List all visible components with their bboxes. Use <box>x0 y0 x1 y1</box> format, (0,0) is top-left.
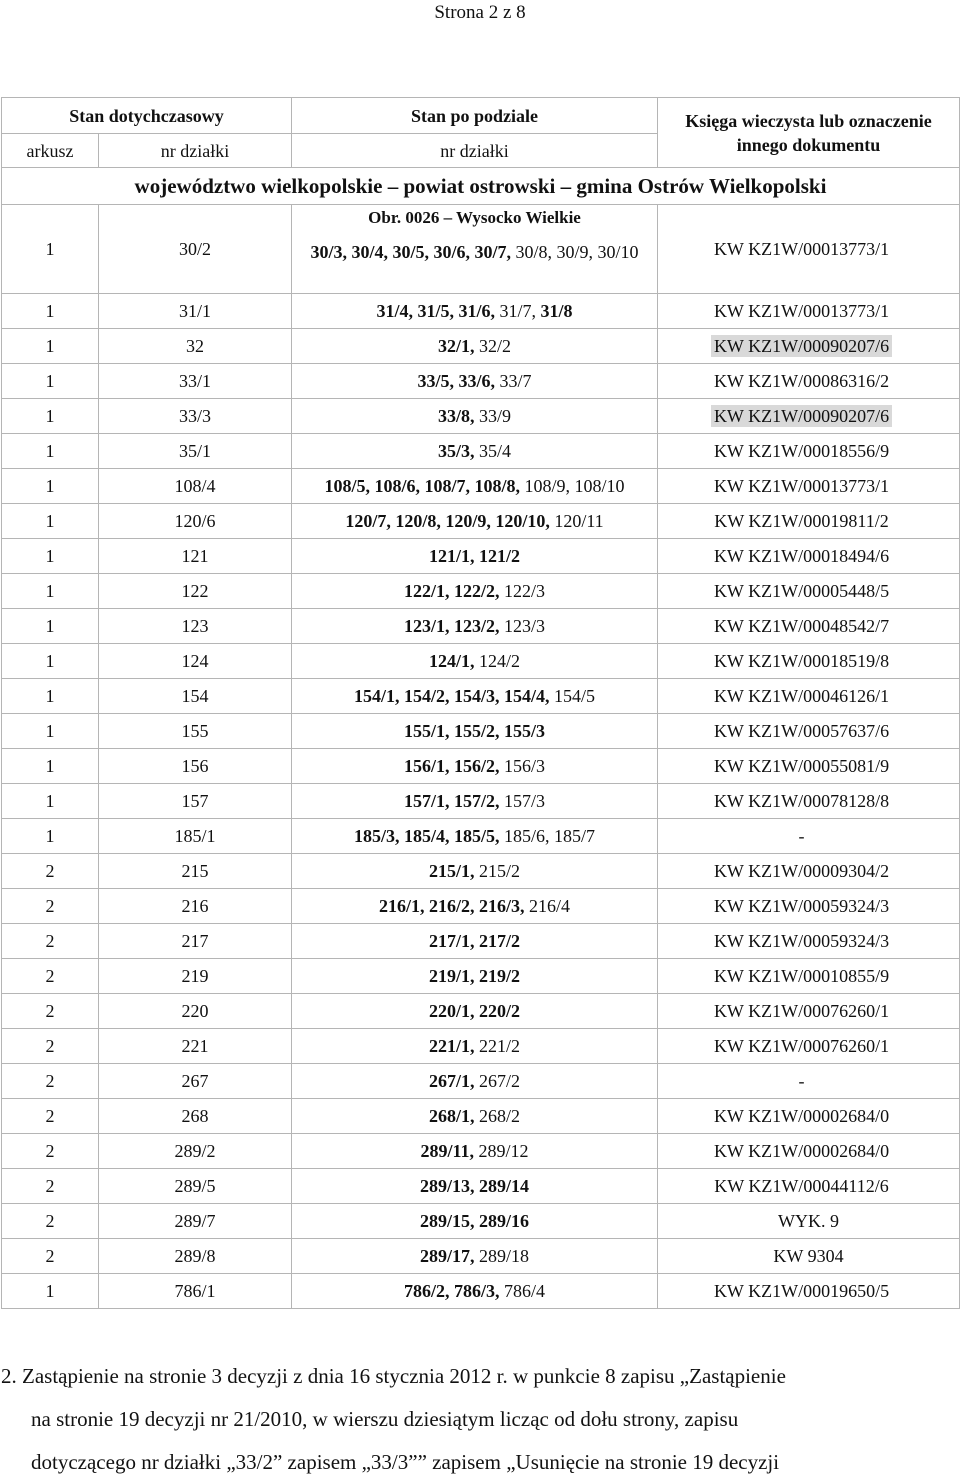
cell-arkusz: 1 <box>2 399 99 434</box>
new-parcels-bold: 221/1, <box>429 1036 475 1056</box>
cell-old-parcel: 267 <box>99 1064 292 1099</box>
cell-kw <box>658 609 960 644</box>
cell-new-parcels <box>292 749 658 784</box>
cell-kw <box>658 854 960 889</box>
cell-arkusz: 1 <box>2 539 99 574</box>
table-row <box>2 1029 960 1064</box>
cell-kw <box>658 364 960 399</box>
new-parcels-bold: 120/7, 120/8, 120/9, 120/10, <box>345 511 550 531</box>
table-row <box>2 1169 960 1204</box>
header-nr-dzialki-old: nr działki <box>99 134 292 168</box>
table-row <box>2 469 960 504</box>
table-row <box>2 784 960 819</box>
new-parcels-bold: 31/8 <box>540 301 573 321</box>
kw-number: KW KZ1W/00055081/9 <box>713 756 890 776</box>
new-parcels-normal: 157/3 <box>504 791 546 811</box>
new-parcels-bold: 786/2, 786/3, <box>404 1281 500 1301</box>
cell-old-parcel: 289/2 <box>99 1134 292 1169</box>
cell-arkusz: 2 <box>2 1064 99 1099</box>
cell-arkusz: 2 <box>2 1204 99 1239</box>
cell-old-parcel: 108/4 <box>99 469 292 504</box>
new-parcels-bold: 155/1, 155/2, 155/3 <box>404 721 546 741</box>
kw-number: KW KZ1W/00059324/3 <box>713 931 890 951</box>
cell-arkusz: 2 <box>2 1029 99 1064</box>
new-parcels-normal: 289/18 <box>479 1246 530 1266</box>
cell-new-parcels <box>292 539 658 574</box>
new-parcels-normal: 215/2 <box>479 861 521 881</box>
table-row <box>2 644 960 679</box>
cell-new-parcels <box>292 924 658 959</box>
kw-number: KW KZ1W/00076260/1 <box>713 1036 890 1056</box>
cell-new-parcels <box>292 1204 658 1239</box>
cell-old-parcel: 185/1 <box>99 819 292 854</box>
table-row <box>2 1134 960 1169</box>
cell-arkusz: 2 <box>2 1134 99 1169</box>
kw-number: KW KZ1W/00010855/9 <box>713 966 890 986</box>
cell-new-parcels <box>292 819 658 854</box>
cell-kw <box>658 539 960 574</box>
new-parcels-normal: 216/4 <box>529 896 571 916</box>
cell-arkusz: 1 <box>2 679 99 714</box>
cell-old-parcel: 156 <box>99 749 292 784</box>
new-parcels-normal: 156/3 <box>504 756 546 776</box>
kw-number: KW KZ1W/00044112/6 <box>714 1176 889 1196</box>
cell-kw <box>658 924 960 959</box>
kw-number: KW KZ1W/00009304/2 <box>713 861 890 881</box>
new-parcels-normal: 185/6, 185/7 <box>504 826 596 846</box>
cell-new-parcels <box>292 1099 658 1134</box>
cell-old-parcel: 221 <box>99 1029 292 1064</box>
paragraph-line-2: na stronie 19 decyzji nr 21/2010, w wierszu dziesiątym licząc od dołu strony, zapisu <box>31 1407 739 1431</box>
cell-old-parcel: 32 <box>99 329 292 364</box>
new-parcels-bold: 219/1, 219/2 <box>429 966 521 986</box>
cell-kw <box>658 574 960 609</box>
new-parcels-bold: 154/1, 154/2, 154/3, 154/4, <box>354 686 550 706</box>
table-row <box>2 1099 960 1134</box>
cell-kw <box>658 1064 960 1099</box>
new-parcels-bold: 156/1, 156/2, <box>404 756 500 776</box>
cell-new-parcels <box>292 1134 658 1169</box>
kw-number: KW KZ1W/00090207/6 <box>711 405 892 427</box>
cell-new-parcels <box>292 1274 658 1309</box>
cell-new-parcels <box>292 609 658 644</box>
cell-kw <box>658 959 960 994</box>
table-row <box>2 924 960 959</box>
cell-arkusz: 2 <box>2 994 99 1029</box>
page-number: Strona 2 z 8 <box>434 2 526 23</box>
cell-new-parcels <box>292 1029 658 1064</box>
cell-new-parcels <box>292 994 658 1029</box>
cell-kw <box>658 819 960 854</box>
table-row <box>2 294 960 329</box>
cell-arkusz: 2 <box>2 854 99 889</box>
table-row <box>2 364 960 399</box>
cell-arkusz: 1 <box>2 644 99 679</box>
cell-kw <box>658 749 960 784</box>
new-parcels-bold: 217/1, 217/2 <box>429 931 521 951</box>
new-parcels-bold: 268/1, <box>429 1106 475 1126</box>
kw-number: KW KZ1W/00002684/0 <box>713 1106 890 1126</box>
new-parcels-normal: 31/7, <box>499 301 537 321</box>
new-parcels-normal: 108/9, 108/10 <box>524 476 625 496</box>
cell-old-parcel: 155 <box>99 714 292 749</box>
cell-old-parcel: 122 <box>99 574 292 609</box>
cell-arkusz: 1 <box>2 469 99 504</box>
kw-number: KW KZ1W/00048542/7 <box>713 616 890 636</box>
kw-number: KW KZ1W/00005448/5 <box>713 581 890 601</box>
cell-new-parcels <box>292 399 658 434</box>
cell-old-parcel: 157 <box>99 784 292 819</box>
new-parcels-bold: 289/13, 289/14 <box>420 1176 530 1196</box>
new-parcels-normal: 786/4 <box>504 1281 546 1301</box>
new-parcels-bold: 123/1, 123/2, <box>404 616 500 636</box>
body-text <box>1 1355 952 1484</box>
cell-kw <box>658 994 960 1029</box>
kw-number: - <box>798 826 805 846</box>
new-parcels-bold: 157/1, 157/2, <box>404 791 500 811</box>
cell-old-parcel: 154 <box>99 679 292 714</box>
new-parcels-bold: 216/1, 216/2, 216/3, <box>379 896 525 916</box>
cell-arkusz: 1 <box>2 819 99 854</box>
paragraph-line-1: 2. Zastąpienie na stronie 3 decyzji z dnia 16 stycznia 2012 r. w punkcie 8 zapisu „Zastąpienie <box>1 1364 786 1388</box>
cell-old-parcel: 219 <box>99 959 292 994</box>
parcel-table <box>1 97 960 1309</box>
kw-number: KW KZ1W/00059324/3 <box>713 896 890 916</box>
cell-new-parcels <box>292 714 658 749</box>
new-parcels-bold: 33/8, <box>438 406 475 426</box>
cell-old-parcel: 33/3 <box>99 399 292 434</box>
cell-arkusz: 1 <box>2 714 99 749</box>
cell-old-parcel: 289/5 <box>99 1169 292 1204</box>
new-parcels-bold: 289/11, <box>420 1141 475 1161</box>
kw-number: KW KZ1W/00013773/1 <box>713 301 890 321</box>
cell-new-parcels <box>292 889 658 924</box>
table-row <box>2 679 960 714</box>
cell-old-parcel: 30/2 <box>99 205 292 294</box>
cell-arkusz: 1 <box>2 329 99 364</box>
new-parcels-normal: 154/5 <box>554 686 596 706</box>
new-parcels-normal: 267/2 <box>479 1071 521 1091</box>
cell-arkusz: 1 <box>2 205 99 294</box>
table-row <box>2 819 960 854</box>
cell-new-parcels <box>292 205 658 294</box>
table-row <box>2 609 960 644</box>
kw-number: KW 9304 <box>773 1246 844 1266</box>
table-row <box>2 994 960 1029</box>
cell-kw <box>658 784 960 819</box>
kw-number: KW KZ1W/00086316/2 <box>713 371 890 391</box>
new-parcels-normal: 35/4 <box>479 441 512 461</box>
kw-number: KW KZ1W/00013773/1 <box>713 476 890 496</box>
kw-number: - <box>798 1071 805 1091</box>
header-ksiega-wieczysta: Księga wieczysta lub oznaczenie innego dokumentu <box>658 98 960 168</box>
new-parcels-bold: 220/1, 220/2 <box>429 1001 521 1021</box>
table-row <box>2 1239 960 1274</box>
header-stan-po-podziale: Stan po podziale <box>292 98 658 134</box>
cell-arkusz: 2 <box>2 924 99 959</box>
cell-new-parcels <box>292 679 658 714</box>
kw-number: KW KZ1W/00090207/6 <box>711 335 892 357</box>
new-parcels-normal: 30/8, 30/9, 30/10 <box>515 242 639 262</box>
table-row <box>2 434 960 469</box>
table-row <box>2 749 960 784</box>
new-parcels-bold: 33/5, 33/6, <box>417 371 496 391</box>
cell-new-parcels <box>292 434 658 469</box>
cell-new-parcels <box>292 364 658 399</box>
cell-arkusz: 2 <box>2 1099 99 1134</box>
cell-new-parcels <box>292 469 658 504</box>
kw-number: KW KZ1W/00046126/1 <box>713 686 890 706</box>
table-row <box>2 399 960 434</box>
table-row <box>2 1204 960 1239</box>
new-parcels-normal: 221/2 <box>479 1036 521 1056</box>
cell-old-parcel: 33/1 <box>99 364 292 399</box>
cell-kw <box>658 1204 960 1239</box>
cell-new-parcels <box>292 1169 658 1204</box>
cell-arkusz: 1 <box>2 364 99 399</box>
cell-old-parcel: 215 <box>99 854 292 889</box>
header-arkusz: arkusz <box>2 134 99 168</box>
cell-old-parcel: 289/8 <box>99 1239 292 1274</box>
new-parcels-bold: 35/3, <box>438 441 475 461</box>
kw-number: KW KZ1W/00018494/6 <box>713 546 890 566</box>
header-nr-dzialki-new: nr działki <box>292 134 658 168</box>
new-parcels-normal: 32/2 <box>479 336 512 356</box>
cell-kw <box>658 1274 960 1309</box>
region-heading: województwo wielkopolskie – powiat ostrowski – gmina Ostrów Wielkopolski <box>2 168 960 205</box>
cell-arkusz: 2 <box>2 1169 99 1204</box>
cell-new-parcels <box>292 854 658 889</box>
cell-old-parcel: 35/1 <box>99 434 292 469</box>
kw-number: KW KZ1W/00076260/1 <box>713 1001 890 1021</box>
obreb-heading: Obr. 0026 – Wysocko Wielkie <box>368 208 581 227</box>
new-parcels-bold: 124/1, <box>429 651 475 671</box>
cell-new-parcels <box>292 1239 658 1274</box>
cell-arkusz: 1 <box>2 749 99 784</box>
cell-new-parcels <box>292 644 658 679</box>
table-row <box>2 889 960 924</box>
cell-old-parcel: 123 <box>99 609 292 644</box>
new-parcels-normal: 33/9 <box>479 406 512 426</box>
table-row <box>2 574 960 609</box>
cell-kw <box>658 714 960 749</box>
cell-arkusz: 2 <box>2 889 99 924</box>
cell-kw <box>658 329 960 364</box>
cell-new-parcels <box>292 574 658 609</box>
cell-old-parcel: 124 <box>99 644 292 679</box>
new-parcels-bold: 267/1, <box>429 1071 475 1091</box>
cell-kw <box>658 434 960 469</box>
cell-new-parcels <box>292 1064 658 1099</box>
cell-old-parcel: 121 <box>99 539 292 574</box>
cell-old-parcel: 220 <box>99 994 292 1029</box>
cell-kw <box>658 399 960 434</box>
cell-kw: KW KZ1W/00013773/1 <box>658 205 960 294</box>
new-parcels-normal: 123/3 <box>504 616 546 636</box>
cell-new-parcels <box>292 329 658 364</box>
kw-number: KW KZ1W/00078128/8 <box>713 791 890 811</box>
cell-arkusz: 1 <box>2 784 99 819</box>
new-parcels-bold: 32/1, <box>438 336 475 356</box>
new-parcels-normal: 268/2 <box>479 1106 521 1126</box>
cell-new-parcels <box>292 959 658 994</box>
cell-arkusz: 1 <box>2 434 99 469</box>
table-row <box>2 1274 960 1309</box>
cell-kw <box>658 679 960 714</box>
cell-kw <box>658 889 960 924</box>
cell-old-parcel: 120/6 <box>99 504 292 539</box>
table-row <box>2 329 960 364</box>
cell-old-parcel: 786/1 <box>99 1274 292 1309</box>
cell-kw <box>658 504 960 539</box>
new-parcels-bold: 122/1, 122/2, <box>404 581 500 601</box>
cell-old-parcel: 268 <box>99 1099 292 1134</box>
table-row <box>2 1064 960 1099</box>
new-parcels-bold: 289/17, <box>420 1246 475 1266</box>
new-parcels-normal: 33/7 <box>499 371 532 391</box>
cell-new-parcels <box>292 294 658 329</box>
cell-kw <box>658 294 960 329</box>
cell-old-parcel: 216 <box>99 889 292 924</box>
table-row <box>2 714 960 749</box>
new-parcels-normal: 120/11 <box>554 511 604 531</box>
new-parcels-bold: 121/1, 121/2 <box>429 546 521 566</box>
kw-number: WYK. 9 <box>778 1211 840 1231</box>
cell-kw <box>658 1169 960 1204</box>
new-parcels-normal: 289/12 <box>478 1141 529 1161</box>
cell-kw <box>658 1029 960 1064</box>
table-row <box>2 504 960 539</box>
new-parcels-bold: 215/1, <box>429 861 475 881</box>
new-parcels-bold: 289/15, 289/16 <box>420 1211 530 1231</box>
cell-arkusz: 2 <box>2 959 99 994</box>
new-parcels-bold: 108/5, 108/6, 108/7, 108/8, <box>324 476 521 496</box>
cell-kw <box>658 1239 960 1274</box>
kw-number: KW KZ1W/00002684/0 <box>713 1141 890 1161</box>
cell-kw <box>658 469 960 504</box>
cell-new-parcels <box>292 504 658 539</box>
cell-arkusz: 1 <box>2 609 99 644</box>
kw-number: KW KZ1W/00019811/2 <box>714 511 889 531</box>
table-row <box>2 205 960 294</box>
cell-old-parcel: 31/1 <box>99 294 292 329</box>
new-parcels-normal: 124/2 <box>479 651 521 671</box>
new-parcels-bold: 185/3, 185/4, 185/5, <box>354 826 500 846</box>
cell-kw <box>658 644 960 679</box>
table-row <box>2 539 960 574</box>
cell-arkusz: 1 <box>2 504 99 539</box>
new-parcels-normal: 122/3 <box>504 581 546 601</box>
table-row <box>2 959 960 994</box>
paragraph-line-3: dotyczącego nr działki „33/2” zapisem „33/3”” zapisem „Usunięcie na stronie 19 decyzji <box>31 1450 780 1474</box>
kw-number: KW KZ1W/00057637/6 <box>713 721 890 741</box>
cell-new-parcels <box>292 784 658 819</box>
cell-arkusz: 1 <box>2 574 99 609</box>
cell-old-parcel: 289/7 <box>99 1204 292 1239</box>
new-parcels-bold: 30/3, 30/4, 30/5, 30/6, 30/7, <box>310 242 512 262</box>
kw-number: KW KZ1W/00019650/5 <box>713 1281 890 1301</box>
cell-kw <box>658 1134 960 1169</box>
new-parcels-bold: 31/4, 31/5, 31/6, <box>376 301 495 321</box>
cell-arkusz: 1 <box>2 294 99 329</box>
cell-old-parcel: 217 <box>99 924 292 959</box>
cell-kw <box>658 1099 960 1134</box>
cell-arkusz: 1 <box>2 1274 99 1309</box>
header-stan-dotychczasowy: Stan dotychczasowy <box>2 98 292 134</box>
kw-number: KW KZ1W/00018519/8 <box>713 651 890 671</box>
kw-number: KW KZ1W/00018556/9 <box>713 441 890 461</box>
cell-arkusz: 2 <box>2 1239 99 1274</box>
table-row <box>2 854 960 889</box>
